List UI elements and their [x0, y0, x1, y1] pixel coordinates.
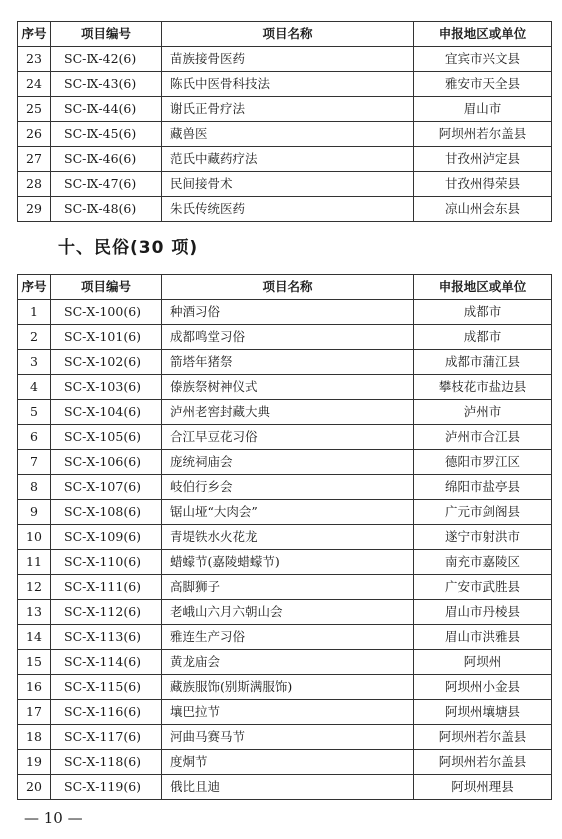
- cell-code: SC-Ⅹ-112(6): [51, 600, 162, 625]
- header-index: 序号: [18, 275, 51, 300]
- header-region: 申报地区或单位: [414, 22, 552, 47]
- table-row: [18, 197, 552, 222]
- cell-code: SC-Ⅹ-110(6): [51, 550, 162, 575]
- cell-code: SC-Ⅹ-104(6): [51, 400, 162, 425]
- cell-code: SC-Ⅹ-111(6): [51, 575, 162, 600]
- cell-project-name: 老峨山六月六朝山会: [162, 600, 414, 625]
- cell-code: SC-Ⅸ-46(6): [51, 147, 162, 172]
- cell-index: 17: [18, 700, 51, 725]
- cell-index: 9: [18, 500, 51, 525]
- cell-code: SC-Ⅸ-47(6): [51, 172, 162, 197]
- cell-region: 绵阳市盐亭县: [414, 475, 552, 500]
- table-row: [18, 625, 552, 650]
- cell-region: 攀枝花市盐边县: [414, 375, 552, 400]
- cell-project-name: 高脚狮子: [162, 575, 414, 600]
- cell-project-name: 青堤铁水火花龙: [162, 525, 414, 550]
- table-row: [18, 775, 552, 800]
- cell-region: 成都市: [414, 300, 552, 325]
- cell-region: 阿坝州理县: [414, 775, 552, 800]
- cell-project-name: 民间接骨术: [162, 172, 414, 197]
- cell-project-name: 岐伯行乡会: [162, 475, 414, 500]
- cell-region: 阿坝州若尔盖县: [414, 122, 552, 147]
- table-row: [18, 350, 552, 375]
- cell-region: 阿坝州小金县: [414, 675, 552, 700]
- cell-project-name: 黄龙庙会: [162, 650, 414, 675]
- cell-code: SC-Ⅸ-44(6): [51, 97, 162, 122]
- cell-index: 6: [18, 425, 51, 450]
- cell-region: 泸州市: [414, 400, 552, 425]
- cell-index: 12: [18, 575, 51, 600]
- cell-project-name: 雅连生产习俗: [162, 625, 414, 650]
- cell-project-name: 锯山垭“大肉会”: [162, 500, 414, 525]
- cell-code: SC-Ⅹ-114(6): [51, 650, 162, 675]
- table-header-row: [18, 275, 552, 300]
- cell-region: 宜宾市兴文县: [414, 47, 552, 72]
- table-row: [18, 525, 552, 550]
- cell-index: 10: [18, 525, 51, 550]
- cell-code: SC-Ⅹ-116(6): [51, 700, 162, 725]
- cell-index: 27: [18, 147, 51, 172]
- cell-region: 广元市剑阁县: [414, 500, 552, 525]
- cell-code: SC-Ⅸ-48(6): [51, 197, 162, 222]
- cell-project-name: 河曲马赛马节: [162, 725, 414, 750]
- cell-index: 7: [18, 450, 51, 475]
- cell-project-name: 泸州老窖封藏大典: [162, 400, 414, 425]
- cell-code: SC-Ⅹ-118(6): [51, 750, 162, 775]
- cell-code: SC-Ⅹ-107(6): [51, 475, 162, 500]
- table-row: [18, 500, 552, 525]
- heritage-table-continued: [17, 21, 552, 222]
- cell-index: 13: [18, 600, 51, 625]
- cell-index: 2: [18, 325, 51, 350]
- cell-project-name: 傣族祭树神仪式: [162, 375, 414, 400]
- cell-project-name: 陈氏中医骨科技法: [162, 72, 414, 97]
- folk-custom-table: [17, 274, 552, 800]
- cell-code: SC-Ⅸ-42(6): [51, 47, 162, 72]
- cell-code: SC-Ⅸ-45(6): [51, 122, 162, 147]
- cell-index: 4: [18, 375, 51, 400]
- table-row: [18, 122, 552, 147]
- cell-index: 24: [18, 72, 51, 97]
- cell-code: SC-Ⅹ-108(6): [51, 500, 162, 525]
- cell-index: 25: [18, 97, 51, 122]
- cell-code: SC-Ⅸ-43(6): [51, 72, 162, 97]
- cell-index: 11: [18, 550, 51, 575]
- header-code: 项目编号: [51, 22, 162, 47]
- header-project-name: 项目名称: [162, 22, 414, 47]
- cell-code: SC-Ⅹ-100(6): [51, 300, 162, 325]
- cell-project-name: 俄比且迪: [162, 775, 414, 800]
- table-row: [18, 600, 552, 625]
- table-row: [18, 725, 552, 750]
- header-region: 申报地区或单位: [414, 275, 552, 300]
- cell-region: 阿坝州若尔盖县: [414, 725, 552, 750]
- table-row: [18, 425, 552, 450]
- cell-index: 28: [18, 172, 51, 197]
- cell-code: SC-Ⅹ-109(6): [51, 525, 162, 550]
- cell-region: 阿坝州壤塘县: [414, 700, 552, 725]
- header-index: 序号: [18, 22, 51, 47]
- table-row: [18, 450, 552, 475]
- cell-code: SC-Ⅹ-101(6): [51, 325, 162, 350]
- cell-index: 1: [18, 300, 51, 325]
- table-row: [18, 47, 552, 72]
- cell-index: 29: [18, 197, 51, 222]
- cell-region: 德阳市罗江区: [414, 450, 552, 475]
- cell-code: SC-Ⅹ-115(6): [51, 675, 162, 700]
- table-row: [18, 700, 552, 725]
- cell-region: 成都市蒲江县: [414, 350, 552, 375]
- cell-region: 甘孜州泸定县: [414, 147, 552, 172]
- header-code: 项目编号: [51, 275, 162, 300]
- cell-code: SC-Ⅹ-102(6): [51, 350, 162, 375]
- cell-region: 泸州市合江县: [414, 425, 552, 450]
- cell-index: 5: [18, 400, 51, 425]
- cell-index: 19: [18, 750, 51, 775]
- cell-project-name: 朱氏传统医药: [162, 197, 414, 222]
- cell-index: 16: [18, 675, 51, 700]
- cell-project-name: 种酒习俗: [162, 300, 414, 325]
- cell-region: 阿坝州: [414, 650, 552, 675]
- cell-code: SC-Ⅹ-103(6): [51, 375, 162, 400]
- cell-region: 甘孜州得荣县: [414, 172, 552, 197]
- cell-region: 南充市嘉陵区: [414, 550, 552, 575]
- cell-project-name: 壤巴拉节: [162, 700, 414, 725]
- cell-project-name: 庞统祠庙会: [162, 450, 414, 475]
- cell-project-name: 藏族服饰(别斯满服饰): [162, 675, 414, 700]
- cell-index: 14: [18, 625, 51, 650]
- table-row: [18, 400, 552, 425]
- cell-project-name: 苗族接骨医药: [162, 47, 414, 72]
- cell-region: 遂宁市射洪市: [414, 525, 552, 550]
- table-row: [18, 650, 552, 675]
- table-row: [18, 475, 552, 500]
- cell-index: 18: [18, 725, 51, 750]
- cell-code: SC-Ⅹ-105(6): [51, 425, 162, 450]
- cell-region: 成都市: [414, 325, 552, 350]
- cell-index: 26: [18, 122, 51, 147]
- table-row: [18, 72, 552, 97]
- cell-project-name: 箭塔年猪祭: [162, 350, 414, 375]
- section-title: 十、民俗(30 项): [58, 238, 199, 258]
- cell-index: 20: [18, 775, 51, 800]
- cell-project-name: 成都鸣堂习俗: [162, 325, 414, 350]
- cell-index: 23: [18, 47, 51, 72]
- cell-project-name: 合江早豆花习俗: [162, 425, 414, 450]
- cell-code: SC-Ⅹ-119(6): [51, 775, 162, 800]
- cell-region: 眉山市丹棱县: [414, 600, 552, 625]
- cell-project-name: 蜡蠓节(嘉陵蜡蠓节): [162, 550, 414, 575]
- cell-project-name: 度烔节: [162, 750, 414, 775]
- cell-index: 15: [18, 650, 51, 675]
- table-row: [18, 575, 552, 600]
- table-row: [18, 750, 552, 775]
- header-project-name: 项目名称: [162, 275, 414, 300]
- cell-region: 眉山市洪雅县: [414, 625, 552, 650]
- page-number: — 10 —: [24, 809, 83, 827]
- table-row: [18, 172, 552, 197]
- cell-project-name: 谢氏正骨疗法: [162, 97, 414, 122]
- cell-code: SC-Ⅹ-113(6): [51, 625, 162, 650]
- table-row: [18, 147, 552, 172]
- cell-index: 8: [18, 475, 51, 500]
- table-row: [18, 97, 552, 122]
- cell-region: 雅安市天全县: [414, 72, 552, 97]
- cell-region: 眉山市: [414, 97, 552, 122]
- cell-region: 凉山州会东县: [414, 197, 552, 222]
- table-row: [18, 300, 552, 325]
- cell-project-name: 藏兽医: [162, 122, 414, 147]
- table-row: [18, 675, 552, 700]
- cell-index: 3: [18, 350, 51, 375]
- table-row: [18, 375, 552, 400]
- table-row: [18, 550, 552, 575]
- cell-code: SC-Ⅹ-106(6): [51, 450, 162, 475]
- cell-region: 阿坝州若尔盖县: [414, 750, 552, 775]
- table-row: [18, 325, 552, 350]
- cell-code: SC-Ⅹ-117(6): [51, 725, 162, 750]
- cell-project-name: 范氏中藏药疗法: [162, 147, 414, 172]
- cell-region: 广安市武胜县: [414, 575, 552, 600]
- table-header-row: [18, 22, 552, 47]
